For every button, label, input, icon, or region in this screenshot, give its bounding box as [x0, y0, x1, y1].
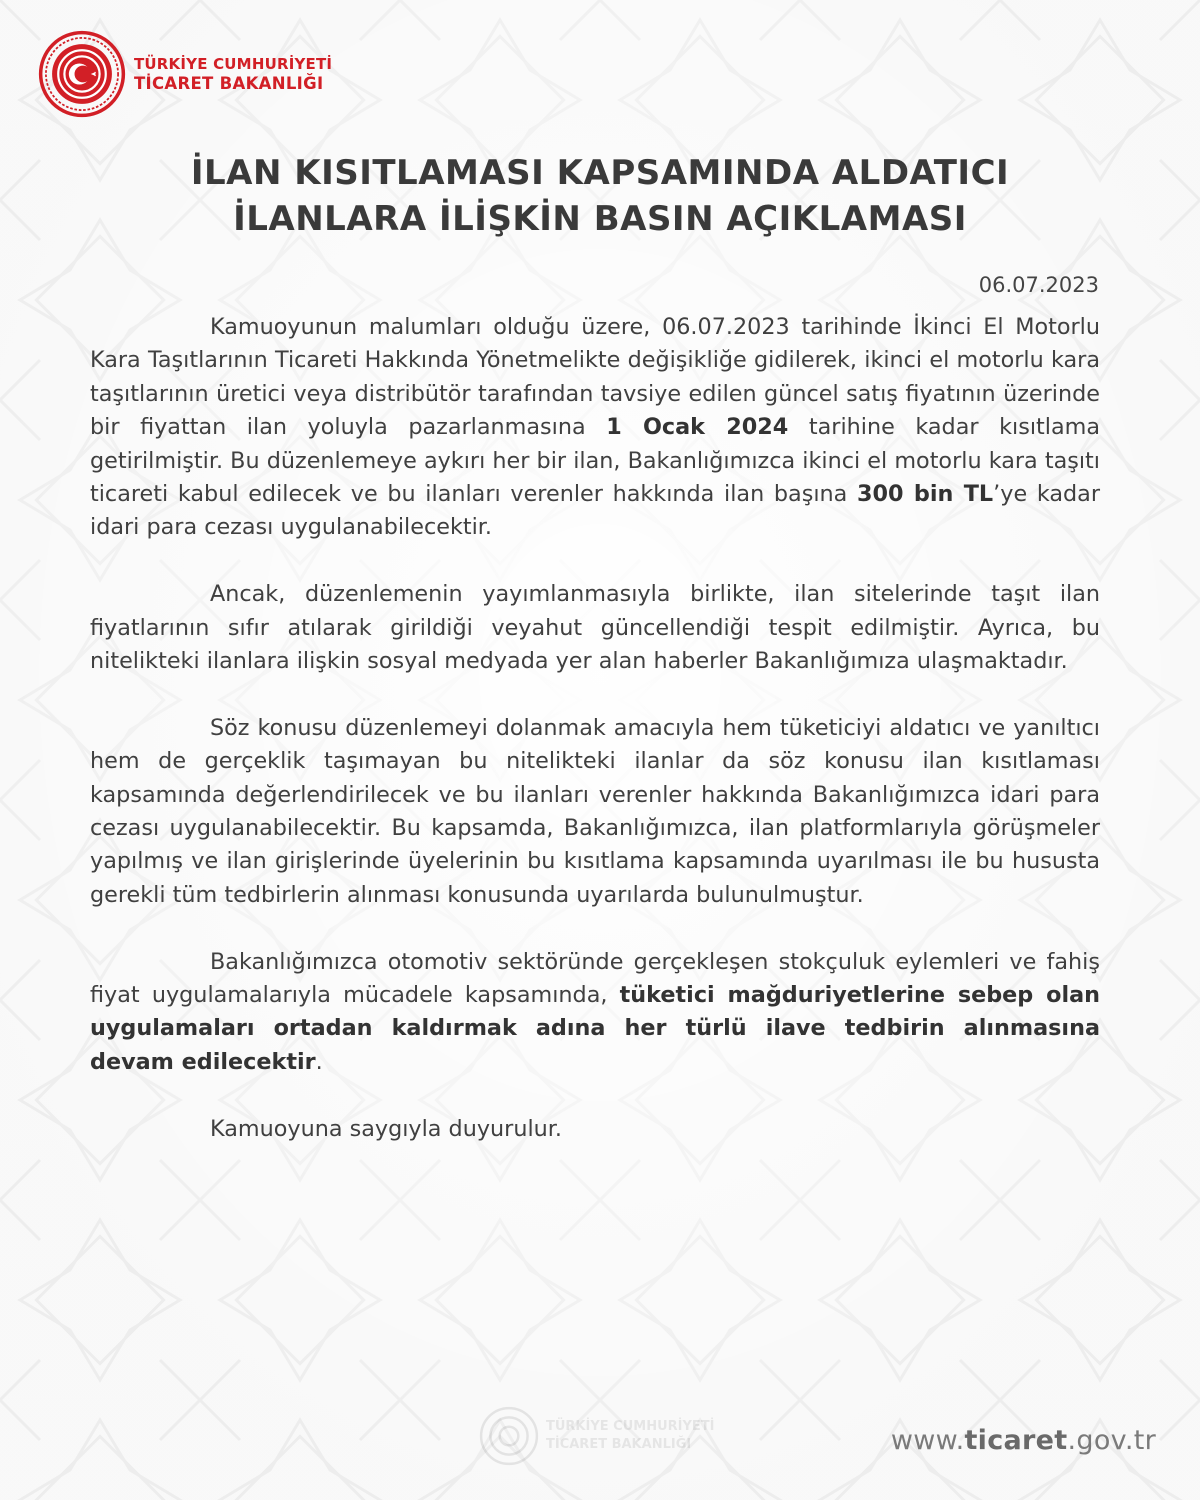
title-line-2: İLANLARA İLİŞKİN BASIN AÇIKLAMASI [233, 199, 967, 239]
footer-watermark-logo [478, 1405, 714, 1467]
paragraph-4-text-b: . [315, 1048, 323, 1075]
title-line-1: İLAN KISITLAMASI KAPSAMINDA ALDATICI [190, 153, 1010, 193]
ministry-name [134, 54, 332, 94]
url-prefix: www. [890, 1425, 965, 1456]
url-suffix: .gov.tr [1067, 1425, 1156, 1456]
paragraph-1-text-b: tarihine kadar kısıtlama getirilmiştir. Bu düzenlemeye aykırı her bir ilan, Bakanlığımızca ikinci el motorlu kara taşıtı ticareti kabul edilecek ve bu ilanları verenler hakkında ilan başına [90, 414, 1100, 508]
paragraph-4-text-a: Bakanlığımızca otomotiv sektöründe gerçekleşen stokçuluk eylemleri ve fahiş fiyat uygulamalarıyla mücadele kapsamında, [90, 948, 1100, 1009]
watermark-emblem-icon [478, 1405, 540, 1467]
press-release-body [90, 311, 1100, 1146]
paragraph-1-bold-date: 1 Ocak 2024 [606, 414, 789, 441]
paragraph-2: Ancak, düzenlemenin yayımlanmasıyla birlikte, ilan sitelerinde taşıt ilan fiyatlarının sıfır atılarak girildiği veyahut güncellendiği tespit edilmiştir. Ayrıca, bu nitelikteki ilanlara ilişkin sosyal medyada yer alan haberler Bakanlığımıza ulaşmaktadır. [90, 581, 1100, 675]
paragraph-1-bold-fine: 300 bin TL [857, 481, 994, 508]
paragraph-1 [90, 311, 1100, 545]
ministry-name-line2: TİCARET BAKANLIĞI [134, 74, 324, 93]
watermark-line1: TÜRKİYE CUMHURİYETİ [546, 1419, 715, 1434]
paragraph-3: Söz konusu düzenlemeyi dolanmak amacıyla hem tüketiciyi aldatıcı ve yanıltıcı hem de gerçeklik taşımayan bu nitelikteki ilanlar da söz konusu ilan kısıtlaması kapsamında değerlendirilecek ve bu ilanları verenler hakkında Bakanlığımızca idari para cezası uygulanabilecektir. Bu kapsamda, Bakanlığımızca, ilan platformlarıyla görüşmeler yapılmış ve ilan girişlerinde üyelerinin bu kısıtlama kapsamında uyarılması ile bu hususta gerekli tüm tedbirlerin alınması konusunda uyarılarda bulunulmuştur. [90, 714, 1100, 908]
closing-line: Kamuoyuna saygıyla duyurulur. [210, 1115, 563, 1142]
watermark-line2: TİCARET BAKANLIĞI [546, 1437, 692, 1452]
paragraph-4-bold: tüketici mağduriyetlerine sebep olan uygulamaları ortadan kaldırmak adına her türlü ilave tedbirin alınmasına devam edilecektir [90, 982, 1101, 1075]
page-title [60, 150, 1140, 242]
release-date: 06.07.2023 [978, 273, 1099, 297]
paragraph-1-text-c: ’ye kadar idari para cezası uygulanabilecektir. [90, 481, 1101, 541]
ministry-logo [38, 30, 332, 118]
ministry-name-line1: TÜRKİYE CUMHURİYETİ [134, 55, 333, 73]
ministry-emblem-icon [38, 30, 126, 118]
website-url[interactable] [891, 1425, 1156, 1456]
paragraph-4 [90, 946, 1100, 1080]
paragraph-1-text-a: Kamuoyunun malumları olduğu üzere, 06.07.2023 tarihinde İkinci El Motorlu Kara Taşıtlarının Ticareti Hakkında Yönetmelikte değişikliğe gidilerek, ikinci el motorlu kara taşıtlarının üretici veya distribütör tarafından tavsiye edilen güncel satış fiyatının üzerinde bir fiyattan ilan yoluyla pazarlanmasına [90, 314, 1100, 441]
url-domain: ticaret [964, 1425, 1068, 1456]
